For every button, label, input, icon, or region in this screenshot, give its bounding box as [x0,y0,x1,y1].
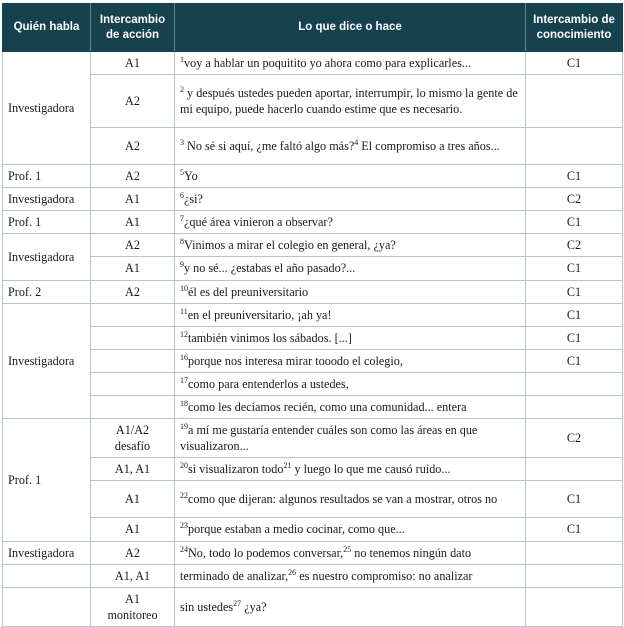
header-row [3,4,623,52]
table-row [3,541,623,564]
turn-number-superscript: 11 [180,306,188,316]
cell-utterance: terminado de analizar,$^{26}$ es nuestro compromiso: no analizar [175,564,526,587]
cell-utterance: $^2$ y después ustedes pueden aportar, interrumpir, lo mismo la gente de mi equipo, puede hacerlo cuando estime que es necesario. [175,75,526,128]
cell-utterance: $^{24}$No, todo lo podemos conversar,$^{25}$ no tenemos ningún dato [175,541,526,564]
cell-speaker: Investigadora [3,52,91,165]
cell-action [91,419,175,458]
cell-action: A2 [91,128,175,165]
cell-knowledge: C1 [526,349,623,372]
turn-number-superscript: 4 [354,137,359,147]
turn-number-superscript: 7 [180,214,184,224]
table-row [3,75,623,128]
turn-number-superscript: 23 [180,521,188,531]
cell-knowledge [526,541,623,564]
cell-action [91,372,175,395]
turn-number-superscript: 21 [283,461,292,471]
cell-action: A1, A1 [91,564,175,587]
cell-speaker: Investigadora [3,188,91,211]
turn-number-superscript: 6 [180,191,184,201]
turn-number-superscript: 18 [180,398,188,408]
cell-action [91,587,175,626]
table-row [3,211,623,234]
turn-number-superscript: 12 [180,329,188,339]
cell-utterance: sin ustedes$^{27}$ ¿ya? [175,587,526,626]
cell-action: A1 [91,52,175,75]
cell-utterance: $^{16}$porque nos interesa mirar tooodo el colegio, [175,349,526,372]
cell-speaker [3,564,91,587]
turn-number-superscript: 2 [180,84,184,94]
action-qualifier: monitoreo [107,607,158,622]
cell-utterance: $^{12}$también vinimos los sábados. [...] [175,326,526,349]
column-header-speaker: Quién habla [3,4,91,52]
cell-utterance: $^3$ No sé si aquí, ¿me faltó algo más?$^4$ El compromiso a tres años... [175,128,526,165]
cell-action: A2 [91,280,175,303]
cell-utterance: $^{19}$a mí me gustaría entender cuáles son como las áreas en que visualizaron... [175,419,526,458]
turn-number-superscript: 17 [180,375,188,385]
turn-number-superscript: 16 [180,352,188,362]
turn-number-superscript: 9 [180,260,184,270]
table-row [3,165,623,188]
cell-utterance: $^{11}$en el preuniversitario, ¡ah ya! [175,303,526,326]
table-row [3,303,623,326]
turn-number-superscript: 10 [180,283,188,293]
cell-action: A2 [91,541,175,564]
cell-speaker: Prof. 1 [3,211,91,234]
cell-action: A1 [91,518,175,541]
cell-knowledge: C1 [526,481,623,518]
turn-number-superscript: 8 [180,237,184,247]
cell-speaker: Prof. 2 [3,280,91,303]
cell-action [91,303,175,326]
cell-action [91,326,175,349]
cell-speaker [3,587,91,626]
transcript-table [2,3,623,627]
turn-number-superscript: 26 [288,567,297,577]
cell-speaker: Prof. 1 [3,165,91,188]
action-code: A1/A2 [115,423,150,438]
cell-action: A1 [91,481,175,518]
cell-utterance: $^{18}$como les decíamos recién, como una comunidad... entera [175,396,526,419]
cell-speaker: Investigadora [3,234,91,280]
cell-utterance: $^{22}$como que dijeran: algunos resultados se van a mostrar, otros no [175,481,526,518]
cell-speaker: Prof. 1 [3,419,91,541]
cell-utterance: $^7$¿qué área vinieron a observar? [175,211,526,234]
table-row [3,326,623,349]
cell-utterance: $^1$voy a hablar un poquitito yo ahora como para explicarles... [175,52,526,75]
cell-knowledge [526,75,623,128]
action-qualifier: desafío [114,439,151,454]
cell-knowledge [526,128,623,165]
turn-number-superscript: 20 [180,461,188,471]
table-row [3,481,623,518]
cell-action: A1 [91,211,175,234]
cell-action [91,349,175,372]
table-body [3,52,623,627]
cell-knowledge: C1 [526,280,623,303]
cell-action: A1 [91,188,175,211]
table-row [3,52,623,75]
cell-knowledge: C1 [526,518,623,541]
cell-knowledge [526,458,623,481]
action-code: A1 [125,591,140,606]
cell-utterance: $^9$y no sé... ¿estabas el año pasado?... [175,257,526,280]
cell-knowledge [526,587,623,626]
column-header-utterance: Lo que dice o hace [175,4,526,52]
cell-speaker: Investigadora [3,303,91,418]
table-row [3,188,623,211]
cell-action: A2 [91,165,175,188]
cell-action: A2 [91,234,175,257]
cell-knowledge: C2 [526,419,623,458]
cell-utterance: $^8$Vinimos a mirar el colegio en general, ¿ya? [175,234,526,257]
cell-utterance: $^{23}$porque estaban a medio cocinar, como que... [175,518,526,541]
cell-knowledge [526,372,623,395]
column-header-knowledge: Intercambio de conocimiento [526,4,623,52]
table-row [3,564,623,587]
cell-knowledge [526,564,623,587]
table-row [3,419,623,458]
cell-utterance: $^5$Yo [175,165,526,188]
cell-knowledge: C1 [526,165,623,188]
cell-action: A1, A1 [91,458,175,481]
turn-number-superscript: 22 [180,491,188,501]
table-row [3,372,623,395]
cell-action: A1 [91,257,175,280]
turn-number-superscript: 19 [180,422,188,432]
cell-utterance: $^{10}$él es del preuniversitario [175,280,526,303]
table-row [3,458,623,481]
cell-utterance: $^6$¿si? [175,188,526,211]
cell-utterance: $^{17}$como para entenderlos a ustedes, [175,372,526,395]
cell-knowledge [526,396,623,419]
cell-action: A2 [91,75,175,128]
turn-number-superscript: 25 [343,544,352,554]
cell-utterance: $^{20}$si visualizaron todo$^{21}$ y luego lo que me causó ruido... [175,458,526,481]
column-header-action: Intercambio de acción [91,4,175,52]
table-row [3,128,623,165]
table-row [3,257,623,280]
table-row [3,349,623,372]
turn-number-superscript: 24 [180,544,188,554]
cell-knowledge: C1 [526,52,623,75]
cell-speaker: Investigadora [3,541,91,564]
cell-knowledge: C1 [526,257,623,280]
table-row [3,280,623,303]
table-row [3,587,623,626]
cell-knowledge: C2 [526,234,623,257]
cell-knowledge: C2 [526,188,623,211]
turn-number-superscript: 27 [233,598,242,608]
turn-number-superscript: 1 [180,54,184,64]
table-row [3,396,623,419]
table-row [3,234,623,257]
turn-number-superscript: 3 [180,137,184,147]
table-header [3,4,623,52]
cell-action [91,396,175,419]
cell-knowledge: C1 [526,326,623,349]
cell-knowledge: C1 [526,211,623,234]
turn-number-superscript: 5 [180,168,184,178]
table-row [3,518,623,541]
cell-knowledge: C1 [526,303,623,326]
